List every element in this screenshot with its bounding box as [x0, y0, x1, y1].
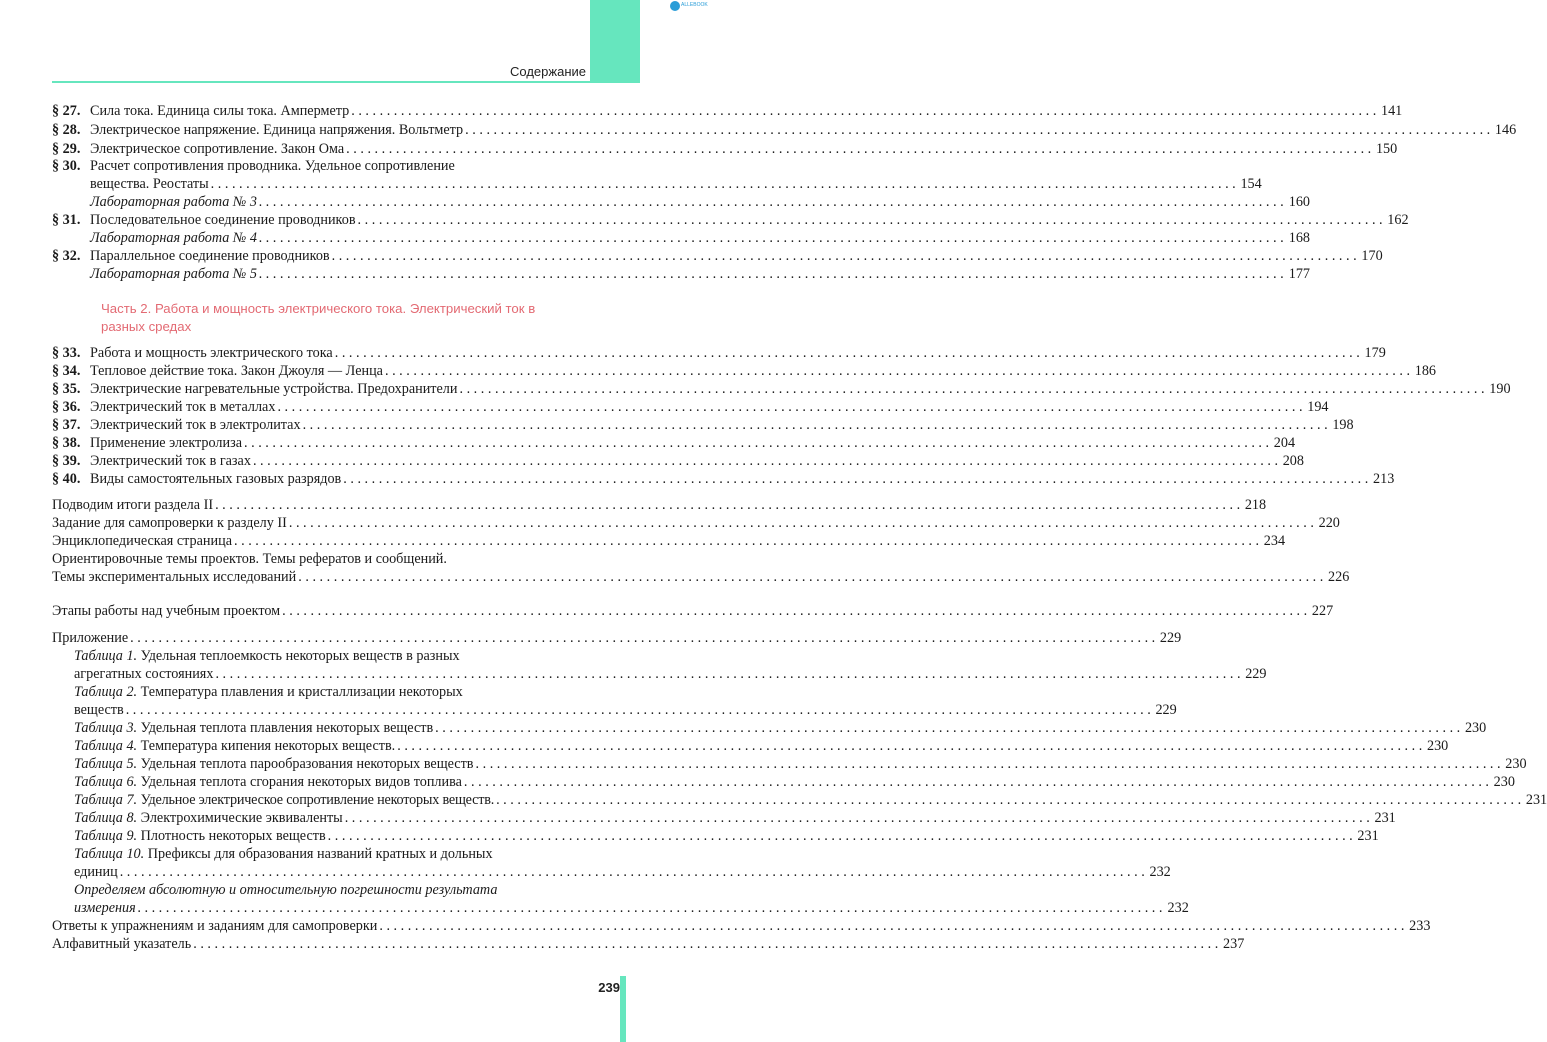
section-number: § 36.: [52, 399, 81, 415]
page-ref: 160: [1288, 194, 1310, 210]
dot-leader: [215, 665, 1240, 683]
entry-title: Расчет сопротивления проводника. Удельное сопротивление: [90, 158, 455, 174]
dot-leader: [215, 496, 1240, 514]
entry-title: Определяем абсолютную и относительную погрешности результата: [74, 882, 498, 898]
dot-leader: [385, 362, 1410, 380]
dot-leader: [298, 568, 1323, 586]
entry-title: Электрический ток в металлах: [90, 399, 276, 415]
section-number: § 30.: [52, 158, 81, 174]
entry-title: Этапы работы над учебным проектом: [52, 603, 281, 619]
publisher-logo-icon: [670, 1, 680, 11]
page-ref: 234: [1263, 533, 1286, 549]
toc-entry[interactable]: [52, 629, 1182, 647]
entry-title: Префиксы для образования названий кратных и дольных: [147, 846, 493, 862]
toc-entry-table[interactable]: [52, 737, 1449, 755]
entry-title: Удельное электрическое сопротивление некоторых веществ.: [140, 792, 495, 808]
toc-entry-table[interactable]: [52, 683, 624, 701]
toc-entry[interactable]: [52, 602, 1334, 620]
toc-entry-lab[interactable]: [52, 193, 1310, 211]
entry-title: Электрический ток в газах: [90, 453, 251, 469]
dot-leader: [259, 229, 1284, 247]
entry-title: Виды самостоятельных газовых разрядов: [90, 471, 342, 487]
page-ref: 229: [1245, 666, 1267, 682]
dot-leader: [379, 917, 1404, 935]
toc-entry[interactable]: [52, 452, 1304, 470]
page-ref: 230: [1493, 774, 1515, 790]
toc-entry[interactable]: [52, 140, 1398, 158]
dot-leader: [259, 193, 1284, 211]
entry-title: Лабораторная работа № 5: [90, 266, 257, 282]
entry-title: вещества. Реостаты: [90, 176, 209, 192]
toc-entry[interactable]: [52, 121, 1517, 139]
dot-leader: [211, 175, 1236, 193]
entry-title: Электрохимические эквиваленты: [140, 810, 343, 826]
entry-title: Сила тока. Единица силы тока. Амперметр: [90, 103, 350, 119]
page-ref: 231: [1525, 792, 1547, 808]
entry-title: Ориентировочные темы проектов. Темы рефератов и сообщений.: [52, 551, 447, 567]
page-ref: 227: [1311, 603, 1334, 619]
dot-leader: [345, 809, 1370, 827]
entry-title: Применение электролиза: [90, 435, 242, 451]
dot-leader: [476, 755, 1501, 773]
toc-entry-continuation[interactable]: [52, 701, 1177, 719]
section-number: § 31.: [52, 212, 81, 228]
entry-title: Электрическое сопротивление. Закон Ома: [90, 141, 345, 157]
entry-title: единиц: [74, 864, 118, 880]
page-ref: 231: [1357, 828, 1379, 844]
toc-entry-continuation[interactable]: [52, 899, 1189, 917]
page-ref: 232: [1149, 864, 1171, 880]
toc-entry[interactable]: [52, 211, 1409, 229]
toc-entry[interactable]: [52, 362, 1437, 380]
page-ref: 179: [1364, 345, 1386, 361]
page-ref: 232: [1167, 900, 1189, 916]
page-ref: 168: [1288, 230, 1310, 246]
entry-title: Электрическое напряжение. Единица напряжения. Вольтметр: [90, 122, 464, 138]
entry-title: веществ: [74, 702, 124, 718]
dot-leader: [358, 211, 1383, 229]
table-label: Таблица 3.: [74, 720, 138, 736]
entry-title: Удельная теплоемкость некоторых веществ в разных: [140, 648, 460, 664]
page-ref: 162: [1387, 212, 1409, 228]
toc-entry-table[interactable]: [52, 809, 1396, 827]
page-ref: 231: [1374, 810, 1396, 826]
section-number: § 39.: [52, 453, 81, 469]
toc-entry[interactable]: [52, 917, 1431, 935]
entry-title: Тепловое действие тока. Закон Джоуля — Ленца: [90, 363, 383, 379]
page-ref: 220: [1318, 515, 1340, 531]
page-ref: 237: [1223, 936, 1245, 952]
toc-entry[interactable]: [52, 496, 1267, 514]
toc-entry-lab[interactable]: [52, 265, 1310, 283]
toc-entry[interactable]: [52, 550, 624, 568]
dot-leader: [126, 701, 1151, 719]
page-ref: 213: [1373, 471, 1395, 487]
section-number: § 29.: [52, 141, 81, 157]
table-label: Таблица 5.: [74, 756, 138, 772]
dot-leader: [289, 514, 1314, 532]
page-ref: 230: [1464, 720, 1487, 736]
header-accent-tab: [590, 0, 640, 82]
dot-leader: [464, 773, 1489, 791]
toc-entry[interactable]: [52, 514, 1340, 532]
toc-entry-continuation[interactable]: [52, 175, 1262, 193]
toc-entry-table[interactable]: [52, 791, 1547, 809]
entry-title: Температура плавления и кристаллизации некоторых: [140, 684, 463, 700]
toc-entry[interactable]: [52, 247, 1383, 265]
dot-leader: [130, 629, 1155, 647]
toc-entry[interactable]: [52, 935, 1245, 953]
page-title: Содержание: [510, 64, 586, 79]
part-heading: Часть 2. Работа и мощность электрического тока. Электрический ток в разных средах: [101, 301, 536, 334]
toc-entry[interactable]: [52, 380, 1511, 398]
table-label: Таблица 8.: [74, 810, 138, 826]
footer-accent-bar: [620, 976, 626, 1042]
toc-entry[interactable]: [52, 532, 1286, 550]
entry-title: Электрический ток в электролитах: [90, 417, 301, 433]
page-ref: 229: [1155, 702, 1177, 718]
dot-leader: [303, 416, 1328, 434]
dot-leader: [435, 719, 1460, 737]
section-number: § 33.: [52, 345, 81, 361]
toc-entry-lab[interactable]: [52, 229, 1310, 247]
entry-title: Подводим итоги раздела II: [52, 497, 214, 513]
entry-title: Ответы к упражнениям и заданиям для самопроверки: [52, 918, 378, 934]
page-number: 239: [598, 980, 620, 995]
page-ref: 230: [1505, 756, 1527, 772]
table-label: Таблица 1.: [74, 648, 138, 664]
toc-entry-table[interactable]: [52, 647, 624, 665]
page-ref: 186: [1414, 363, 1437, 379]
dot-leader: [120, 863, 1145, 881]
table-label: Таблица 10.: [74, 846, 145, 862]
dot-leader: [244, 434, 1269, 452]
page-ref: 230: [1426, 738, 1449, 754]
table-label: Таблица 7.: [74, 792, 138, 808]
toc-entry[interactable]: [52, 102, 1403, 120]
publisher-logo-text: ALLEBOOK: [681, 2, 708, 8]
page-ref: 204: [1273, 435, 1296, 451]
section-number: § 37.: [52, 417, 81, 433]
entry-title: Лабораторная работа № 3: [90, 194, 257, 210]
section-number: § 35.: [52, 381, 81, 397]
entry-title: Приложение: [52, 630, 129, 646]
dot-leader: [328, 827, 1353, 845]
table-label: Таблица 9.: [74, 828, 138, 844]
dot-leader: [397, 737, 1422, 755]
toc-entry[interactable]: [52, 157, 624, 175]
dot-leader: [332, 247, 1357, 265]
toc-entry[interactable]: [52, 434, 1296, 452]
toc-entry[interactable]: [52, 470, 1395, 488]
entry-title: Параллельное соединение проводников: [90, 248, 330, 264]
dot-leader: [277, 398, 1302, 416]
entry-title: Темы экспериментальных исследований: [52, 569, 297, 585]
page-ref: 226: [1328, 569, 1350, 585]
entry-title: агрегатных состояниях: [74, 666, 214, 682]
section-number: § 28.: [52, 122, 81, 138]
entry-title: Задание для самопроверки к разделу II: [52, 515, 287, 531]
dot-leader: [351, 102, 1376, 120]
toc-entry[interactable]: [52, 568, 1350, 586]
section-number: § 38.: [52, 435, 81, 451]
page-ref: 154: [1240, 176, 1262, 192]
page-ref: 170: [1361, 248, 1383, 264]
page-ref: 146: [1494, 122, 1517, 138]
header-rule: [52, 81, 640, 83]
toc-entry[interactable]: [52, 881, 624, 899]
page-ref: 229: [1159, 630, 1182, 646]
dot-leader: [346, 140, 1371, 158]
entry-title: Удельная теплота парообразования некоторых веществ: [140, 756, 474, 772]
dot-leader: [282, 602, 1307, 620]
toc-entry-table[interactable]: [52, 827, 1379, 845]
page-ref: 141: [1380, 103, 1403, 119]
dot-leader: [193, 935, 1218, 953]
toc-entry-continuation[interactable]: [52, 863, 1171, 881]
toc-entry[interactable]: [52, 416, 1354, 434]
dot-leader: [259, 265, 1284, 283]
dot-leader: [234, 532, 1259, 550]
section-number: § 32.: [52, 248, 81, 264]
dot-leader: [253, 452, 1278, 470]
entry-title: Алфавитный указатель: [52, 936, 192, 952]
page-ref: 190: [1489, 381, 1511, 397]
entry-title: Электрические нагревательные устройства. Предохранители: [90, 381, 458, 397]
toc-entry-table[interactable]: [52, 755, 1527, 773]
entry-title: Работа и мощность электрического тока: [90, 345, 333, 361]
dot-leader: [335, 344, 1360, 362]
entry-title: Последовательное соединение проводников: [90, 212, 356, 228]
page-ref: 233: [1409, 918, 1431, 934]
table-label: Таблица 2.: [74, 684, 138, 700]
entry-title: Лабораторная работа № 4: [90, 230, 257, 246]
entry-title: Удельная теплота сгорания некоторых видов топлива: [140, 774, 462, 790]
page-ref: 208: [1282, 453, 1304, 469]
dot-leader: [465, 121, 1490, 139]
entry-title: измерения: [74, 900, 136, 916]
section-number: § 27.: [52, 103, 81, 119]
page-ref: 177: [1288, 266, 1310, 282]
toc-entry-table[interactable]: [52, 773, 1515, 791]
section-number: § 40.: [52, 471, 81, 487]
toc-entry[interactable]: [52, 398, 1329, 416]
section-number: § 34.: [52, 363, 81, 379]
page-ref: 194: [1307, 399, 1329, 415]
page-ref: 218: [1244, 497, 1267, 513]
page-ref: 150: [1375, 141, 1398, 157]
dot-leader: [138, 899, 1163, 917]
toc-entry[interactable]: [52, 344, 1386, 362]
toc-entry-continuation[interactable]: [52, 665, 1267, 683]
dot-leader: [459, 380, 1484, 398]
table-label: Таблица 6.: [74, 774, 138, 790]
entry-title: Плотность некоторых веществ: [140, 828, 326, 844]
dot-leader: [343, 470, 1368, 488]
entry-title: Удельная теплота плавления некоторых веществ: [140, 720, 434, 736]
dot-leader: [496, 791, 1521, 809]
toc-entry-table[interactable]: [52, 719, 1487, 737]
toc-entry-table[interactable]: [52, 845, 624, 863]
entry-title: Энциклопедическая страница: [52, 533, 232, 549]
table-label: Таблица 4.: [74, 738, 138, 754]
page-ref: 198: [1332, 417, 1354, 433]
entry-title: Температура кипения некоторых веществ.: [140, 738, 396, 754]
